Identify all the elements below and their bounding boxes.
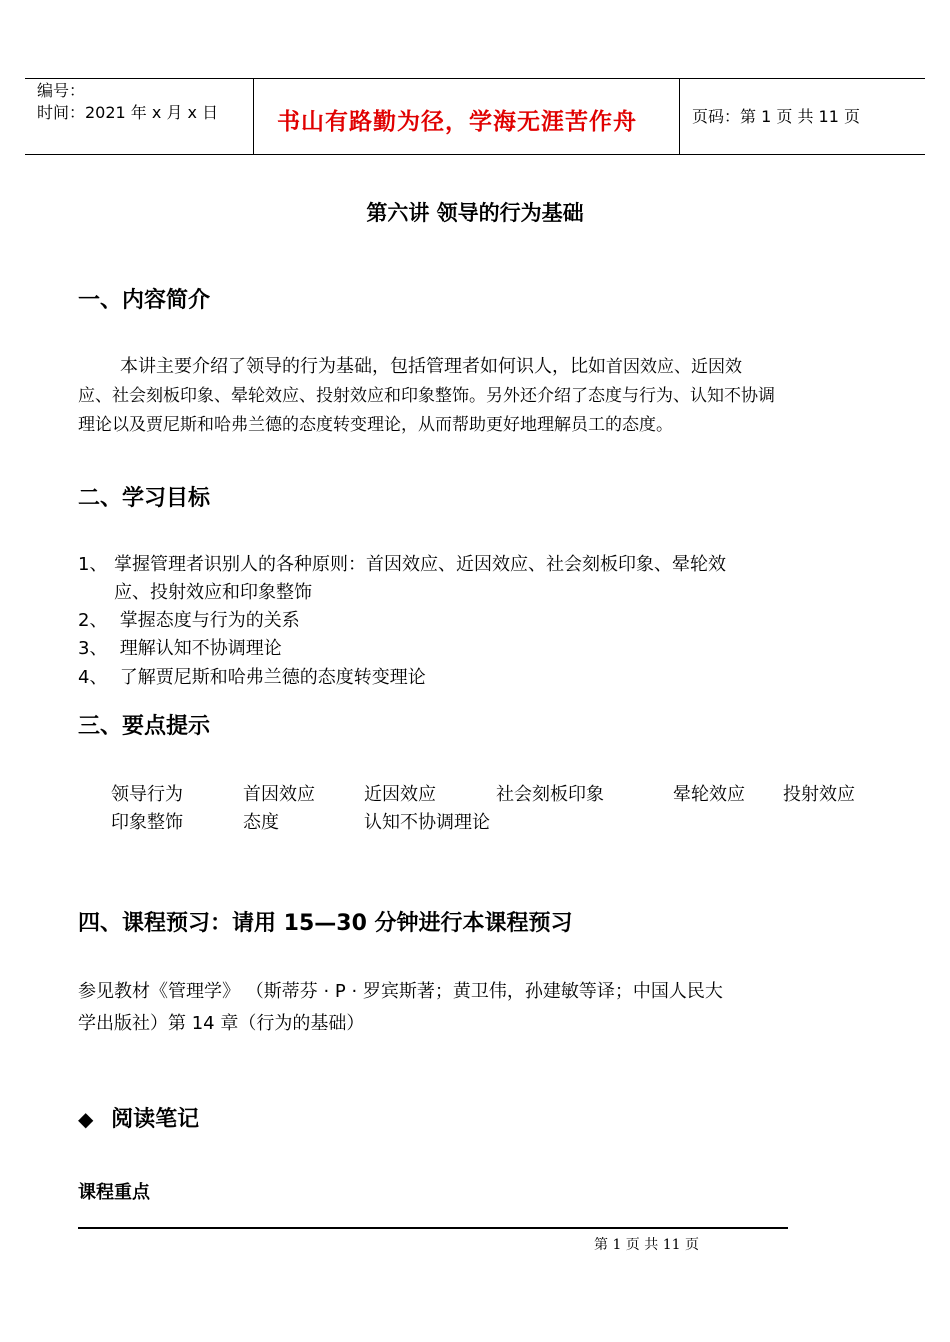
keyword: 领导行为 (111, 784, 183, 805)
intro-paragraph (78, 352, 873, 440)
objective-item-3 (78, 635, 878, 663)
notes-underline (78, 1227, 788, 1229)
objective-number: 1、 (78, 554, 108, 575)
header-divider-right (679, 78, 680, 155)
section-heading-objectives: 二、学习目标 (78, 486, 211, 511)
page-title: 第六讲 领导的行为基础 (366, 201, 584, 225)
keyword: 投射效应 (783, 784, 855, 805)
reference-paragraph (78, 976, 878, 1040)
keyword: 首因效应 (243, 784, 315, 805)
keyword: 晕轮效应 (673, 784, 745, 805)
header-bottom-rule (25, 154, 925, 155)
section-heading-intro: 一、内容简介 (78, 288, 211, 313)
objective-number: 3、 (78, 638, 108, 659)
objective-item-1 (78, 551, 878, 607)
intro-line-2: 应、社会刻板印象、晕轮效应、投射效应和印象整饰。另外还介绍了态度与行为、认知不协调 (78, 386, 775, 406)
keyword: 印象整饰 (111, 812, 183, 833)
objective-text-continued: 应、投射效应和印象整饰 (114, 582, 312, 603)
section-heading-keypoints: 三、要点提示 (78, 714, 211, 739)
header-time-label: 时间：2021 年 x 月 x 日 (37, 103, 219, 122)
objective-item-4 (78, 664, 878, 692)
header-top-rule (25, 78, 925, 79)
reference-line-2: 学出版社）第 14 章（行为的基础） (78, 1013, 365, 1034)
reading-notes-title: 阅读笔记 (111, 1107, 200, 1132)
keyword: 态度 (243, 812, 279, 833)
objective-number: 4、 (78, 667, 108, 688)
objective-number: 2、 (78, 610, 108, 631)
header-number-label: 编号： (37, 81, 86, 100)
objective-text: 了解贾尼斯和哈弗兰德的态度转变理论 (114, 667, 426, 688)
reference-line-1: 参见教材《管理学》 （斯蒂芬 · P · 罗宾斯著；黄卫伟，孙建敏等译；中国人民大 (78, 981, 723, 1002)
objective-item-2 (78, 607, 878, 635)
header-motto: 书山有路勤为径，学海无涯苦作舟 (277, 109, 637, 135)
header-divider-left (253, 78, 254, 155)
page-footer: 第 1 页 共 11 页 (594, 1237, 699, 1253)
header-page-info: 页码：第 1 页 共 11 页 (692, 107, 860, 126)
reading-notes-heading (78, 1102, 199, 1133)
intro-line-1 (78, 352, 873, 382)
keyword: 近因效应 (364, 784, 436, 805)
objective-text: 掌握态度与行为的关系 (114, 610, 300, 631)
keyword: 认知不协调理论 (364, 812, 490, 833)
objective-text: 掌握管理者识别人的各种原则：首因效应、近因效应、社会刻板印象、晕轮效 (114, 554, 726, 575)
keyword: 社会刻板印象 (496, 784, 604, 805)
intro-line-3: 理论以及贾尼斯和哈弗兰德的态度转变理论，从而帮助更好地理解员工的态度。 (78, 415, 673, 435)
intro-lead: 本讲主要介绍了领导的行为基础，包括管理者如何识人，比如 (120, 356, 606, 377)
intro-line-1-tail: 首因效应、近因效 (606, 357, 742, 377)
objective-text: 理解认知不协调理论 (114, 638, 282, 659)
section-heading-preview: 四、课程预习：请用 15—30 分钟进行本课程预习 (78, 911, 573, 936)
diamond-bullet-icon: ◆ (78, 1107, 94, 1131)
course-key-points-label: 课程重点 (78, 1182, 150, 1203)
